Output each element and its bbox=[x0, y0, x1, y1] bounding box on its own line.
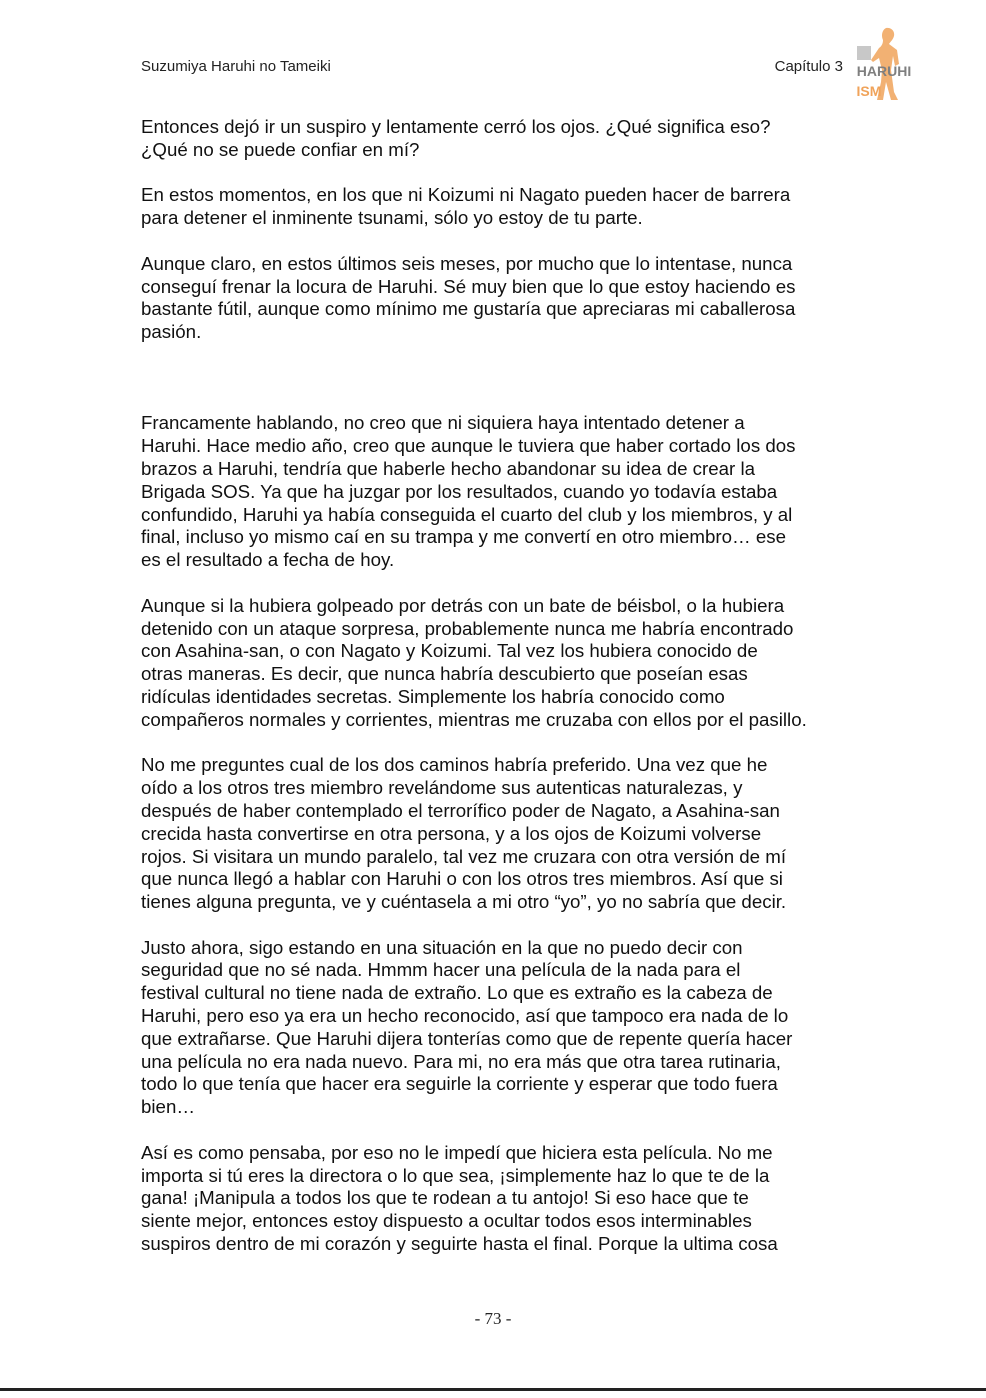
paragraph: Aunque si la hubiera golpeado por detrás con un bate de béisbol, o la hubiera detenido con un ataque sorpresa, probablemente nunca me habría encontrado con Asahina-san, o con Nagato y Koizumi. Tal vez los hubiera conocido de otras maneras. Es decir, que nunca habría descubierto que poseían esas ridículas identidades secretas. Simplemente los habría conocido como compañeros normales y corrientes, mientras me cruzaba con ellos por el pasillo. bbox=[141, 594, 807, 730]
chapter-label: Capítulo 3 bbox=[774, 58, 843, 75]
logo-text-bottom: ISM bbox=[856, 83, 882, 99]
paragraph: Así es como pensaba, por eso no le impedí que hiciera esta película. No me importa si tú eres la directora o lo que sea, ¡simplemente haz lo que te de la gana! ¡Manipula a todos los que te rodean a tu antojo! Si eso hace que te siente mejor, entonces estoy dispuesto a ocultar todos esos interminables suspiros dentro de mi corazón y seguirte hasta el final. Porque la ultima cosa bbox=[141, 1141, 778, 1255]
paragraph: En estos momentos, en los que ni Koizumi ni Nagato pueden hacer de barrera para detener el inminente tsunami, sólo yo estoy de tu parte. bbox=[141, 184, 791, 229]
paragraph: Aunque claro, en estos últimos seis meses, por mucho que lo intentase, nunca conseguí frenar la locura de Haruhi. Sé muy bien que lo que estoy haciendo es bastante fútil, aunque como mínimo me gustaría que apreciaras mi caballerosa pasión. bbox=[141, 252, 796, 343]
paragraph: Francamente hablando, no creo que ni siquiera haya intentado detener a Haruhi. Hace medio año, creo que aunque le tuviera que haber cortado los dos brazos a Haruhi, tendría que haberle hecho abandonar su idea de crear la Brigada SOS. Ya que ha juzgar por los resultados, cuando yo todavía estaba confundido, Haruhi ya había conseguida el cuarto del club y los miembros, y al final, incluso yo mismo caí en su trampa y me convertí en otro miembro… ese es el resultado a fecha de hoy. bbox=[141, 412, 796, 571]
paragraph: No me preguntes cual de los dos caminos habría preferido. Una vez que he oído a los otros tres miembro revelándome sus autenticas naturalezas, y después de haber contemplado el terrorífico poder de Nagato, a Asahina-san crecida hasta convertirse en otra persona, y a los ojos de Koizumi volverse rojos. Si visitara un mundo paralelo, tal vez me cruzara con otra versión de mí que nunca llegó a hablar con Haruhi o con los otros tres miembros. Así que si tienes alguna pregunta, ve y cuéntasela a mi otro “yo”, yo no sabría que decir. bbox=[141, 754, 787, 913]
logo-text-top: HARUHI bbox=[856, 63, 912, 79]
document-title: Suzumiya Haruhi no Tameiki bbox=[141, 58, 331, 75]
page-body bbox=[141, 116, 861, 1279]
paragraph: Entonces dejó ir un suspiro y lentamente cerró los ojos. ¿Qué significa eso? ¿Qué no se puede confiar en mí? bbox=[141, 116, 771, 160]
paragraph: Justo ahora, sigo estando en una situación en la que no puedo decir con seguridad que no sé nada. Hmmm hacer una película de la nada para el festival cultural no tiene nada de extraño. Lo que es extraño es la cabeza de Haruhi, pero eso ya era un hecho reconocido, así que tampoco era nada de lo que extrañarse. Que Haruhi dijera tonterías como que de repente quería hacer una película no era nada nuevo. Para mi, no era más que otra tarea rutinaria, todo lo que tenía que hacer era seguirle la corriente y esperar que todo fuera bien… bbox=[141, 936, 793, 1118]
page-number: - 73 - bbox=[474, 1309, 512, 1328]
page-header bbox=[141, 58, 843, 80]
haruhiism-logo bbox=[853, 26, 915, 102]
bottom-rule bbox=[0, 1388, 986, 1391]
